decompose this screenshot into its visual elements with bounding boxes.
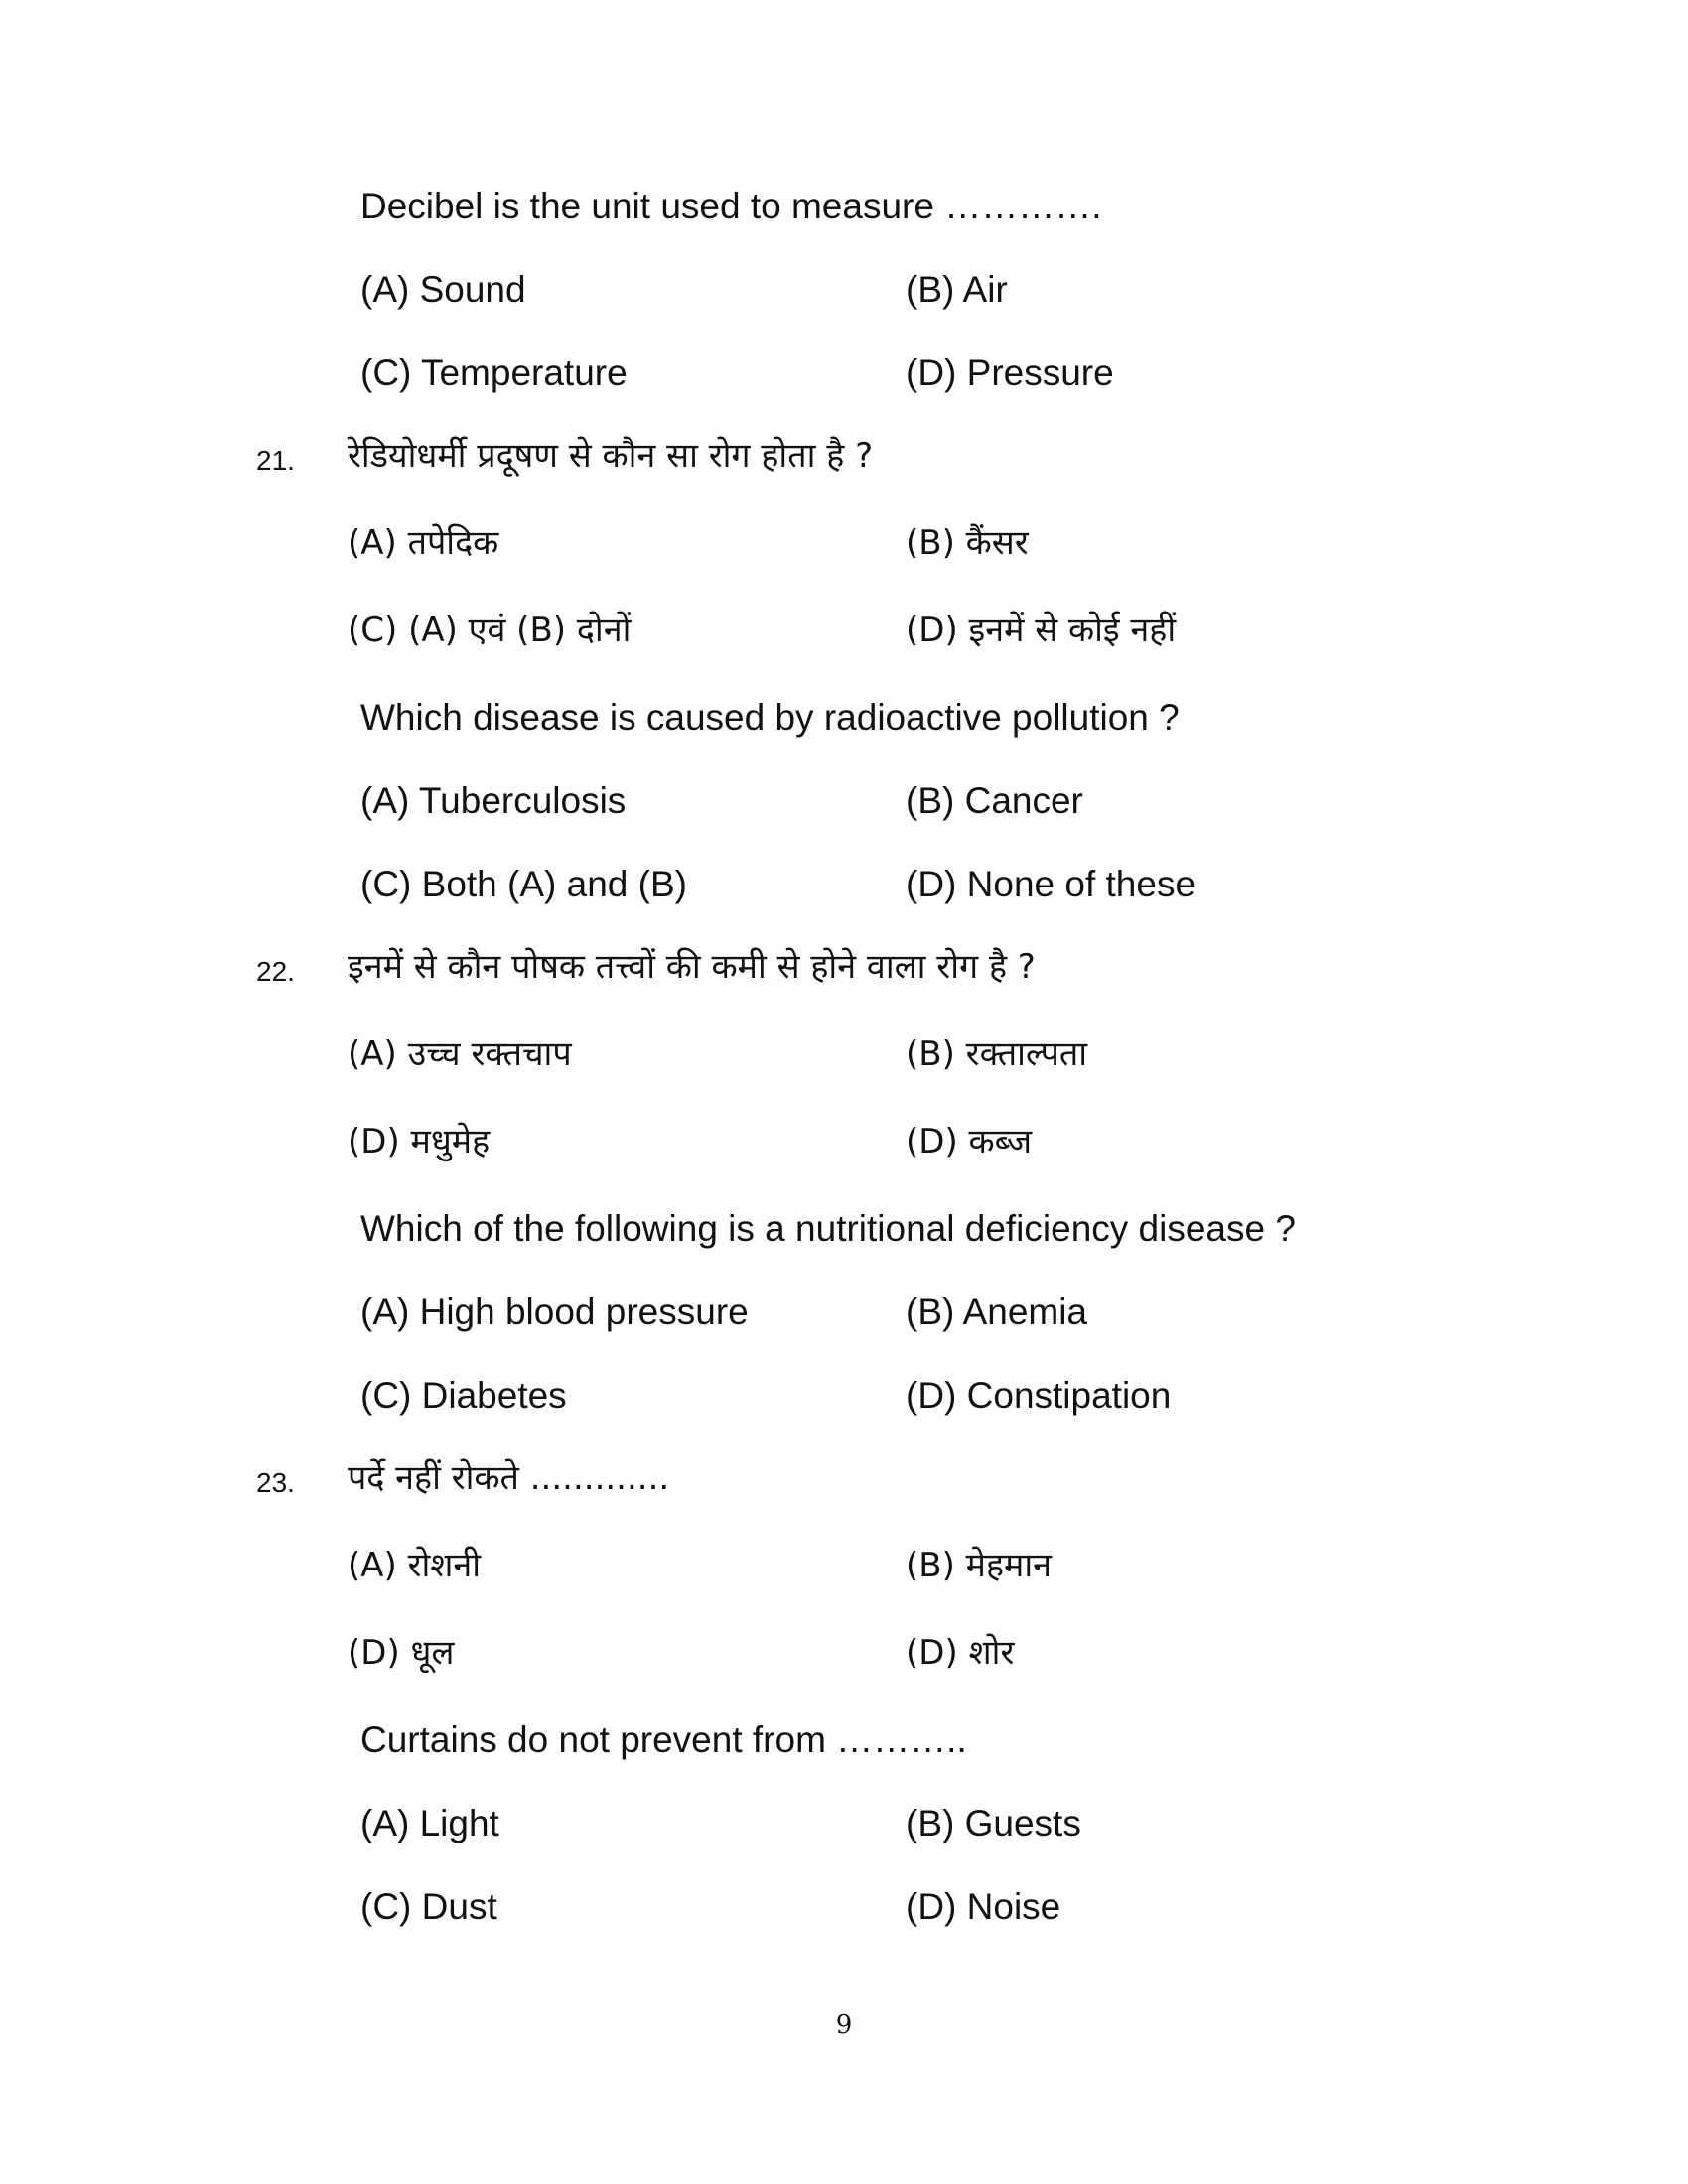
q22-option-a: (A) High blood pressure (360, 1292, 749, 1332)
q21-question-hindi: रेडियोधर्मी प्रदूषण से कौन सा रोग होता है ? (348, 436, 874, 476)
page-number: 9 (835, 2010, 853, 2040)
q21-option-d: (D) None of these (906, 864, 1196, 904)
q21-option-c: (C) Both (A) and (B) (360, 864, 687, 904)
q23-question-hindi: पर्दे नहीं रोकते ............. (348, 1458, 670, 1498)
q22-number: 22. (256, 956, 295, 987)
q22-option-c: (C) Diabetes (360, 1375, 567, 1416)
q22-hindi-option-a: (A) उच्च रक्तचाप (348, 1034, 572, 1074)
q22-option-d: (D) Constipation (906, 1375, 1172, 1416)
q21-number: 21. (256, 445, 295, 476)
q21-hindi-option-c: (C) (A) एवं (B) दोनों (348, 611, 632, 650)
q23-hindi-option-b: (B) मेहमान (906, 1546, 1053, 1585)
q20-question-english: Decibel is the unit used to measure …………. (360, 186, 1102, 226)
q23-option-b: (B) Guests (906, 1803, 1081, 1843)
q22-hindi-option-b: (B) रक्ताल्पता (906, 1034, 1088, 1074)
q23-option-a: (A) Light (360, 1803, 499, 1843)
q21-question-english: Which disease is caused by radioactive pollution ? (360, 697, 1180, 738)
q20-option-c: (C) Temperature (360, 352, 628, 393)
q20-option-a: (A) Sound (360, 269, 526, 310)
q22-hindi-option-c: (D) मधुमेह (348, 1122, 491, 1161)
q21-hindi-option-d: (D) इनमें से कोई नहीं (906, 611, 1177, 650)
q23-hindi-option-a: (A) रोशनी (348, 1546, 482, 1585)
q22-question-english: Which of the following is a nutritional deficiency disease ? (360, 1208, 1296, 1249)
q22-option-b: (B) Anemia (906, 1292, 1088, 1332)
q21-option-b: (B) Cancer (906, 780, 1083, 821)
q20-option-b: (B) Air (906, 269, 1008, 310)
q22-question-hindi: इनमें से कौन पोषक तत्त्वों की कमी से होने वाला रोग है ? (348, 947, 1036, 987)
q23-hindi-option-c: (D) धूल (348, 1633, 455, 1673)
q21-hindi-option-a: (A) तपेदिक (348, 523, 499, 563)
q23-number: 23. (256, 1467, 295, 1498)
q21-hindi-option-b: (B) कैंसर (906, 523, 1029, 563)
q23-question-english: Curtains do not prevent from ……….. (360, 1719, 967, 1760)
q21-option-a: (A) Tuberculosis (360, 780, 627, 821)
q23-option-d: (D) Noise (906, 1886, 1061, 1927)
q23-option-c: (C) Dust (360, 1886, 497, 1927)
q23-hindi-option-d: (D) शोर (906, 1633, 1015, 1673)
q22-hindi-option-d: (D) कब्ज (906, 1122, 1033, 1161)
q20-option-d: (D) Pressure (906, 352, 1114, 393)
